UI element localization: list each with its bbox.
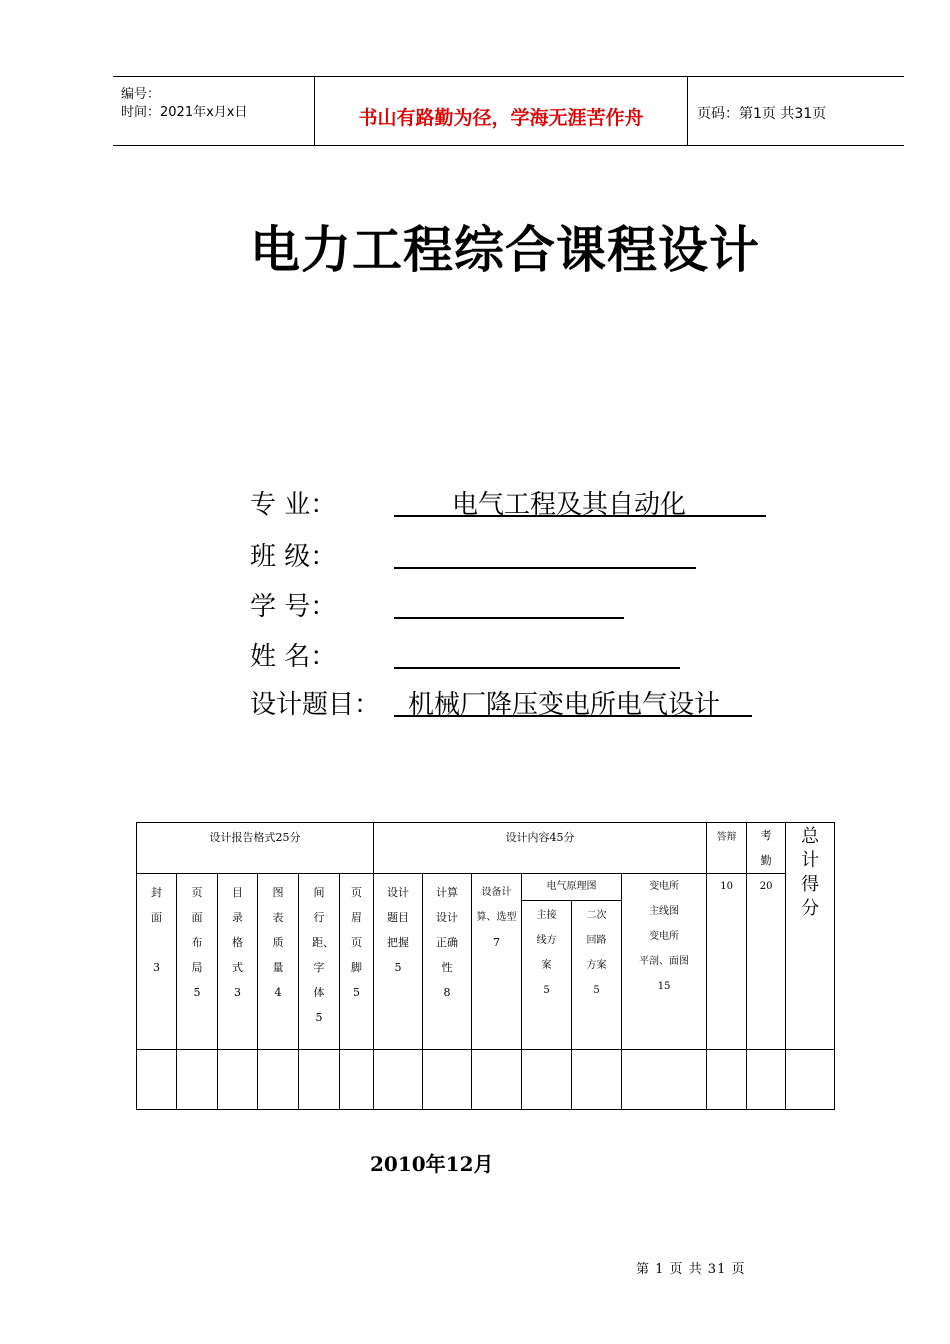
document-title: 电力工程综合课程设计 [250, 221, 760, 279]
topic-grasp-cell [374, 874, 423, 1050]
score-entry-cell[interactable] [177, 1050, 218, 1110]
name-underline [394, 667, 680, 669]
defense-points: 10 [720, 881, 733, 892]
total-label: 总计得分 [801, 826, 820, 919]
page-info: 页码：第1页 共31页 [697, 106, 827, 122]
toc-label: 目录格式 [232, 886, 243, 974]
score-entry-cell[interactable] [423, 1050, 472, 1110]
document-header [113, 76, 904, 146]
score-entry-cell[interactable] [747, 1050, 786, 1110]
topic-value: 机械厂降压变电所电气设计 [408, 690, 721, 720]
score-entry-cell[interactable] [340, 1050, 374, 1110]
student-id-field [250, 586, 630, 622]
score-entry-cell[interactable] [374, 1050, 423, 1110]
score-entry-cell[interactable] [522, 1050, 572, 1110]
calc-label: 计算设计正确性 [436, 886, 459, 974]
layout-cell [177, 874, 218, 1050]
headfoot-label: 页眉页脚 [351, 886, 363, 974]
main-wiring-cell [522, 901, 572, 1049]
calc-points: 8 [443, 986, 451, 999]
substation-line-4: 平剖、面图 [639, 956, 690, 967]
content-group-header [374, 823, 707, 874]
toc-points: 3 [234, 986, 241, 999]
score-entry-cell[interactable] [786, 1050, 835, 1110]
student-id-underline [394, 617, 624, 619]
schematic-label: 电气原理图 [522, 874, 621, 901]
major-label: 专 业： [250, 490, 337, 520]
topic-label: 设计题目： [250, 690, 381, 720]
score-entry-row [137, 1050, 835, 1110]
score-entry-cell[interactable] [258, 1050, 299, 1110]
attendance-points-cell [747, 874, 786, 1050]
secondary-points: 5 [593, 985, 600, 996]
motto: 书山有路勤为径，学海无涯苦作舟 [358, 107, 644, 129]
attendance-label: 考勤 [760, 829, 772, 867]
main-wiring-points: 5 [543, 985, 550, 996]
layout-label: 页面布局 [191, 886, 203, 974]
toc-cell [218, 874, 258, 1050]
topic-field [250, 684, 760, 720]
document-date: 2010年12月 [370, 1152, 494, 1176]
score-table [136, 822, 835, 1110]
equip-points: 7 [493, 936, 501, 949]
main-wiring-label: 主接线方案 [536, 910, 557, 971]
time-label: 时间：2021年x月x日 [121, 105, 248, 120]
score-entry-cell[interactable] [572, 1050, 622, 1110]
name-label: 姓 名： [250, 642, 337, 672]
spacing-cell [299, 874, 340, 1050]
name-field [250, 636, 690, 672]
total-header [786, 823, 835, 1050]
cover-label: 封面 [151, 886, 162, 924]
page-footer: 第 1 页 共 31 页 [636, 1262, 746, 1277]
headfoot-cell [340, 874, 374, 1050]
schematic-cell [522, 874, 622, 1050]
calc-cell [423, 874, 472, 1050]
score-entry-cell[interactable] [707, 1050, 747, 1110]
score-entry-cell[interactable] [622, 1050, 707, 1110]
major-value: 电气工程及其自动化 [452, 490, 687, 520]
spacing-points: 5 [315, 1011, 323, 1024]
header-divider [687, 77, 688, 145]
defense-label: 答辩 [716, 832, 737, 843]
class-underline [394, 567, 696, 569]
attendance-header [747, 823, 786, 874]
class-field [250, 536, 700, 572]
number-label: 编号： [121, 87, 161, 102]
layout-points: 5 [193, 986, 201, 999]
student-id-label: 学 号： [250, 592, 337, 622]
format-group-label: 设计报告格式25分 [209, 831, 301, 844]
defense-points-cell [707, 874, 747, 1050]
cover-points: 3 [153, 961, 160, 974]
topic-grasp-points: 5 [394, 961, 402, 974]
equip-label: 设备计算、选型 [476, 887, 517, 923]
score-entry-cell[interactable] [299, 1050, 340, 1110]
attendance-points: 20 [759, 881, 773, 892]
substation-line-2: 主线图 [649, 906, 680, 917]
class-label: 班 级： [250, 542, 337, 572]
defense-header [707, 823, 747, 874]
cover-cell [137, 874, 177, 1050]
charts-cell [258, 874, 299, 1050]
content-group-label: 设计内容45分 [505, 831, 575, 844]
score-entry-cell[interactable] [218, 1050, 258, 1110]
score-entry-cell[interactable] [472, 1050, 522, 1110]
charts-points: 4 [274, 986, 282, 999]
substation-line-1: 变电所 [649, 881, 680, 892]
spacing-label: 间行距、字体 [312, 886, 334, 999]
score-entry-cell[interactable] [137, 1050, 177, 1110]
headfoot-points: 5 [353, 986, 361, 999]
secondary-label: 二次回路方案 [586, 910, 607, 971]
secondary-cell [572, 901, 621, 1049]
major-field [250, 484, 770, 520]
substation-points: 15 [657, 981, 671, 992]
substation-cell [622, 874, 707, 1050]
substation-line-3: 变电所 [649, 931, 680, 942]
equip-cell [472, 874, 522, 1050]
topic-grasp-label: 设计题目把握 [387, 886, 410, 949]
charts-label: 图表质量 [272, 886, 284, 974]
format-group-header [137, 823, 374, 874]
